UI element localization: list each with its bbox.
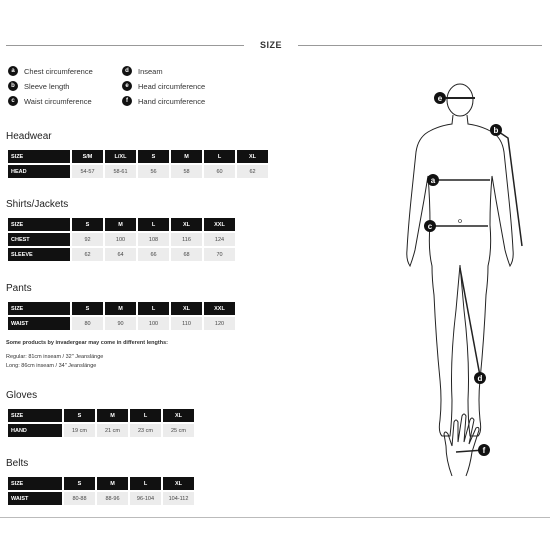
table-cell: 88-96	[97, 492, 128, 505]
row-label: CHEST	[8, 233, 70, 246]
table-cell: 110	[171, 317, 202, 330]
marker-b-label: b	[493, 126, 499, 135]
legend-item-c	[8, 96, 92, 106]
page-title: SIZE	[260, 40, 283, 50]
table-cell: 56	[138, 165, 169, 178]
table-cell: 116	[171, 233, 202, 246]
header-cell: M	[97, 409, 128, 422]
table-header-row	[8, 302, 235, 315]
table-cell: 68	[171, 248, 202, 261]
table-row	[8, 424, 194, 437]
table-cell: 21 cm	[97, 424, 128, 437]
table-cell: 66	[138, 248, 169, 261]
table-header-row	[8, 218, 235, 231]
legend-item-b	[8, 81, 69, 91]
header-cell: S/M	[72, 150, 103, 163]
table-cell: 23 cm	[130, 424, 161, 437]
row-label: HEAD	[8, 165, 70, 178]
table-row	[8, 492, 194, 505]
letter-c-icon: c	[8, 96, 18, 106]
headwear-title: Headwear	[6, 131, 52, 142]
note-line-long: Long: 86cm inseam / 34" Jeanslänge	[6, 363, 97, 369]
shirts-table	[6, 216, 237, 263]
table-cell: 80-88	[64, 492, 95, 505]
header-cell: S	[72, 302, 103, 315]
header-cell: S	[72, 218, 103, 231]
title-divider-right	[298, 45, 542, 46]
table-cell: 19 cm	[64, 424, 95, 437]
header-cell: XL	[163, 409, 194, 422]
table-row	[8, 248, 235, 261]
legend-label: Hand circumference	[138, 96, 206, 106]
table-cell: 64	[105, 248, 136, 261]
table-cell: 80	[72, 317, 103, 330]
table-cell: 104-112	[163, 492, 194, 505]
header-cell: SIZE	[8, 409, 62, 422]
marker-d-label: d	[477, 374, 483, 383]
legend-item-e	[122, 81, 205, 91]
pants-title: Pants	[6, 283, 32, 294]
header-cell: S	[138, 150, 169, 163]
header-cell: L	[130, 477, 161, 490]
header-cell: M	[105, 302, 136, 315]
table-cell: 62	[72, 248, 103, 261]
bottom-divider	[0, 517, 550, 518]
table-cell: 54-57	[72, 165, 103, 178]
header-cell: SIZE	[8, 477, 62, 490]
marker-c-label: c	[427, 222, 433, 231]
header-cell: L/XL	[105, 150, 136, 163]
letter-e-icon: e	[122, 81, 132, 91]
table-cell: 90	[105, 317, 136, 330]
letter-f-icon: f	[122, 96, 132, 106]
belts-table	[6, 475, 196, 507]
header-cell: XL	[163, 477, 194, 490]
header-cell: SIZE	[8, 302, 70, 315]
row-label: WAIST	[8, 492, 62, 505]
shirts-title: Shirts/Jackets	[6, 199, 69, 210]
legend-label: Sleeve length	[24, 81, 70, 91]
marker-e-label: e	[437, 94, 443, 103]
table-cell: 60	[204, 165, 235, 178]
header-cell: XL	[237, 150, 268, 163]
title-divider-left	[6, 45, 244, 46]
head-outline	[447, 84, 473, 116]
header-cell: S	[64, 477, 95, 490]
header-cell: M	[97, 477, 128, 490]
belts-title: Belts	[6, 458, 29, 469]
letter-b-icon: b	[8, 81, 18, 91]
gloves-table	[6, 407, 196, 439]
pants-length-note	[6, 339, 168, 371]
table-cell: 62	[237, 165, 268, 178]
table-cell: 58-61	[105, 165, 136, 178]
legend-item-a	[8, 66, 93, 76]
header-cell: L	[204, 150, 235, 163]
header-cell: L	[138, 218, 169, 231]
table-cell: 70	[204, 248, 235, 261]
table-header-row	[8, 477, 194, 490]
inseam-measure-line	[460, 268, 480, 376]
note-heading: Some products by invadergear may come in different lengths:	[6, 340, 168, 346]
table-cell: 25 cm	[163, 424, 194, 437]
table-cell: 92	[72, 233, 103, 246]
header-cell: M	[105, 218, 136, 231]
header-cell: S	[64, 409, 95, 422]
marker-a-label: a	[430, 176, 436, 185]
headwear-table	[6, 148, 270, 180]
legend-label: Waist circumference	[24, 96, 92, 106]
table-row	[8, 317, 235, 330]
row-label: SLEEVE	[8, 248, 70, 261]
legend-label: Head circumference	[138, 81, 206, 91]
header-cell: SIZE	[8, 218, 70, 231]
table-header-row	[8, 409, 194, 422]
legend-item-f	[122, 96, 205, 106]
header-cell: XXL	[204, 218, 235, 231]
row-label: HAND	[8, 424, 62, 437]
letter-a-icon: a	[8, 66, 18, 76]
table-row	[8, 233, 235, 246]
table-cell: 96-104	[130, 492, 161, 505]
hand-outline	[444, 414, 479, 476]
navel-mark	[459, 220, 462, 223]
table-header-row	[8, 150, 268, 163]
table-cell: 100	[105, 233, 136, 246]
header-cell: M	[171, 150, 202, 163]
body-measurement-figure	[380, 80, 540, 500]
letter-d-icon: d	[122, 66, 132, 76]
header-cell: XXL	[204, 302, 235, 315]
header-cell: L	[130, 409, 161, 422]
body-outline	[407, 115, 513, 436]
table-cell: 120	[204, 317, 235, 330]
table-cell: 124	[204, 233, 235, 246]
legend-label: Chest circumference	[24, 66, 93, 76]
gloves-title: Gloves	[6, 390, 38, 401]
size-title-row	[6, 40, 542, 52]
sleeve-measure-line	[496, 130, 522, 246]
header-cell: XL	[171, 218, 202, 231]
legend-item-d	[122, 66, 163, 76]
row-label: WAIST	[8, 317, 70, 330]
header-cell: L	[138, 302, 169, 315]
header-cell: SIZE	[8, 150, 70, 163]
pants-table	[6, 300, 237, 332]
legend-label: Inseam	[138, 66, 163, 76]
table-row	[8, 165, 268, 178]
table-cell: 58	[171, 165, 202, 178]
table-cell: 108	[138, 233, 169, 246]
note-line-regular: Regular: 81cm inseam / 32" Jeanslänge	[6, 354, 104, 360]
marker-f-label: f	[482, 446, 486, 455]
header-cell: XL	[171, 302, 202, 315]
table-cell: 100	[138, 317, 169, 330]
